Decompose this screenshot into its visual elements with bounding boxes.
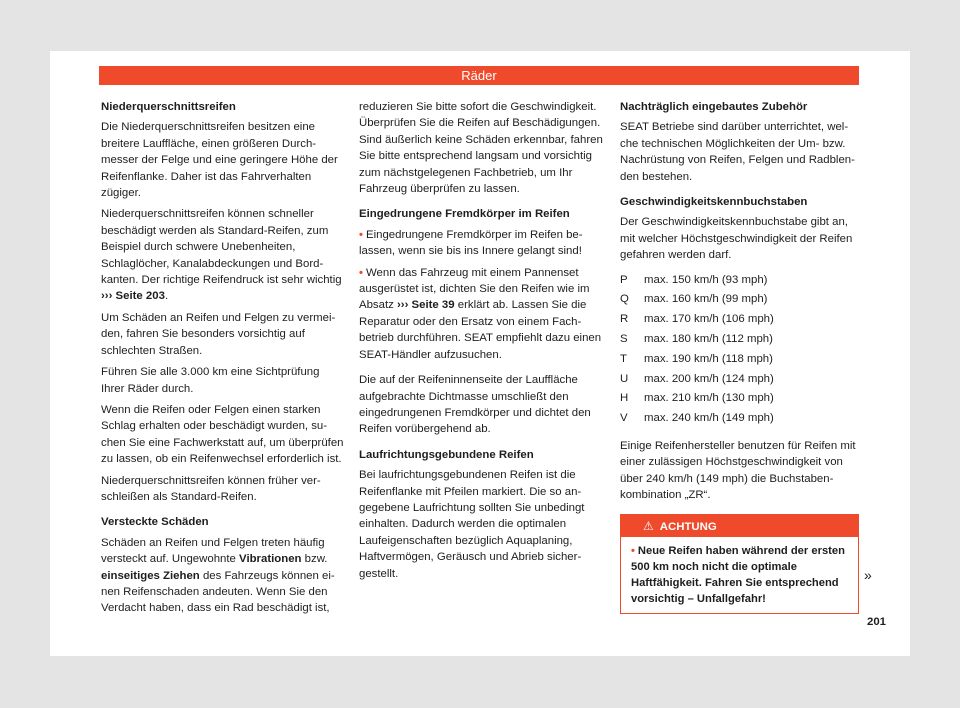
paragraph: Führen Sie alle 3.000 km eine Sichtprüfung Ihrer Räder durch. [101, 366, 320, 395]
page-reference-link[interactable]: ››› Seite 203 [101, 290, 165, 303]
section-header: Räder [99, 66, 859, 85]
page-number: 201 [866, 616, 886, 628]
heading-accessories: Nachträglich eingebautes Zubehör [620, 101, 808, 113]
speed-row: Q max. 160 km/h (99 mph) [620, 293, 768, 306]
warning-box [620, 514, 859, 614]
bullet-icon: • [359, 228, 363, 241]
continued-arrow-icon: » [864, 567, 872, 583]
speed-row: V max. 240 km/h (149 mph) [620, 412, 774, 425]
bullet-icon: • [631, 544, 635, 557]
speed-rating-list [620, 272, 862, 430]
paragraph: Niederquerschnittsreifen können schneller beschädigt werden als Standard-Reifen, zum Beispiel durch schwere Unebenheiten, Schlaglöcher, Kanalabdeckungen und Bordkanten. Der richtige Reifendruck ist sehr wichtig ››› Seite 203. [101, 208, 342, 303]
paragraph: Einige Reifenhersteller benutzen für Reifen mit einer zulässigen Höchstgeschwindigkeit von über 240 km/h (149 mph) die Buchstabenkombination „ZR“. [620, 440, 856, 502]
heading-low-profile-tires: Niederquerschnittsreifen [101, 101, 236, 113]
warning-header: ⚠ ACHTUNG [621, 515, 858, 537]
bullet-item: • Eingedrungene Fremdkörper im Reifen belassen, wenn sie bis ins Innere gelangt sind! [359, 228, 583, 258]
heading-directional-tires: Laufrichtungsgebundene Reifen [359, 448, 534, 461]
column-1 [101, 99, 344, 622]
bullet-icon: • [359, 266, 363, 279]
manual-page [50, 51, 910, 656]
paragraph: Die Niederquerschnittsreifen besitzen eine breitere Lauffläche, einen größeren Durchmesser der Felge und eine geringere Höhe der Reifenflanke. Daher ist das Fahrverhalten zügiger. [101, 121, 338, 200]
paragraph: Die auf der Reifeninnenseite der Lauffläche aufgebrachte Dichtmasse umschließt den eingedrungenen Fremdkörper und dichtet den Reifen vorübergehend ab. [359, 374, 591, 436]
column-2 [359, 99, 603, 587]
speed-row: P max. 150 km/h (93 mph) [620, 273, 768, 286]
heading-foreign-objects: Eingedrungene Fremdkörper im Reifen [359, 208, 570, 221]
speed-row: H max. 210 km/h (130 mph) [620, 392, 774, 405]
paragraph: SEAT Betriebe sind darüber unterrichtet, welche technischen Möglichkeiten der Um- bzw. Nachrüstung von Reifen, Felgen und Radblenden bestehen. [620, 121, 855, 183]
paragraph: reduzieren Sie bitte sofort die Geschwindigkeit. Überprüfen Sie die Reifen auf Beschädigungen. Sind äußerlich keine Schäden erkennbar, fahren Sie bitte entsprechend langsam und vorsichtig zum nächstgelegenen Fachbetrieb, um Ihr Fahrzeug überprüfen zu lassen. [359, 101, 603, 196]
warning-text: • Neue Reifen haben während der ersten 500 km noch nicht die optimale Haftfähigkeit. Fahren Sie entsprechend vorsichtig – Unfallgefahr! [631, 544, 845, 605]
warning-triangle-icon: ⚠ [643, 518, 654, 533]
speed-row: R max. 170 km/h (106 mph) [620, 313, 774, 326]
paragraph: Der Geschwindigkeitskennbuchstabe gibt an, mit welcher Höchstgeschwindigkeit der Reifen gefahren werden darf. [620, 216, 853, 262]
speed-row: S max. 180 km/h (112 mph) [620, 333, 773, 346]
paragraph: Schäden an Reifen und Felgen treten häufig versteckt auf. Ungewohnte Vibrationen bzw. einseitiges Ziehen des Fahrzeugs können einen Reifenschaden andeuten. Wenn Sie den Verdacht haben, dass ein Rad beschädigt ist, [101, 536, 335, 615]
heading-hidden-damage: Versteckte Schäden [101, 516, 209, 529]
paragraph: Niederquerschnittsreifen können früher verschleißen als Standard-Reifen. [101, 474, 321, 503]
paragraph: Wenn die Reifen oder Felgen einen starken Schlag erhalten oder beschädigt wurden, suchen Sie eine Fachwerkstatt auf, um überprüfen zu lassen, ob ein Reifenwechsel erforderlich ist. [101, 403, 344, 466]
bullet-item: • Wenn das Fahrzeug mit einem Pannenset ausgerüstet ist, dichten Sie den Reifen wie im Absatz ››› Seite 39 erklärt ab. Lassen Sie die Reparatur oder den Ersatz von einem Fachbetrieb durchführen. SEAT empfiehlt dazu einen SEAT-Händler aufzusuchen. [359, 266, 602, 361]
heading-speed-ratings: Geschwindigkeitskennbuchstaben [620, 196, 808, 209]
speed-row: U max. 200 km/h (124 mph) [620, 372, 774, 385]
paragraph: Um Schäden an Reifen und Felgen zu vermeiden, fahren Sie besonders vorsichtig auf schlechten Straßen. [101, 311, 336, 357]
paragraph: Bei laufrichtungsgebundenen Reifen ist die Reifenflanke mit Pfeilen markiert. Die so angegebene Laufrichtung sollten Sie unbedingt einhalten. Dadurch werden die optimalen Laufeigenschaften bezüglich Aquaplaning, Haftvermögen, Geräusch und Abrieb sichergestellt. [359, 469, 585, 580]
column-3 [620, 99, 862, 614]
speed-row: T max. 190 km/h (118 mph) [620, 352, 773, 365]
page-reference-link[interactable]: ››› Seite 39 [397, 299, 455, 312]
